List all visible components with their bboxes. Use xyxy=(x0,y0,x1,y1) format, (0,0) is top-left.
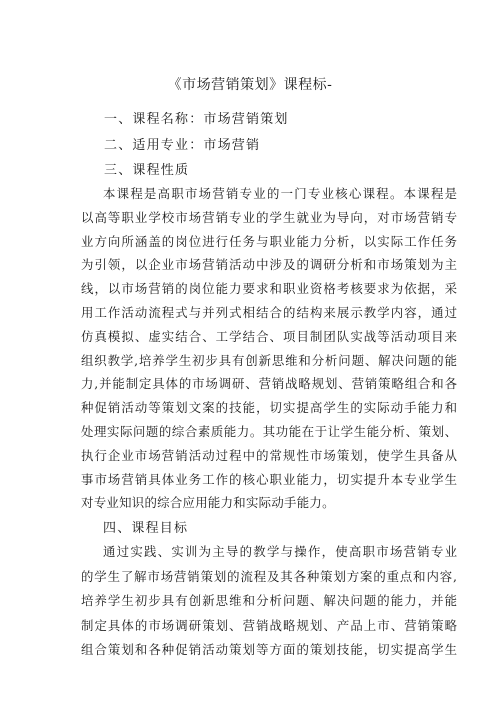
paragraph-line: 组合策划和各种促销活动策划等方面的策划技能，切实提高学生 xyxy=(81,642,457,658)
paragraph-line: 力,并能制定具体的市场调研、营销战略规划、营销策略组合和各 xyxy=(81,376,457,392)
paragraph-line: 业方向所涵盖的岗位进行任务与职业能力分析，以实际工作任务 xyxy=(81,233,457,249)
paragraph-line: 本课程是高职市场营销专业的一门专业核心课程。本课程是 xyxy=(103,186,457,201)
heading-course-name: 一、课程名称：市场营销策划 xyxy=(104,112,289,127)
paragraph-line: 为引领，以企业市场营销活动中涉及的调研分析和市场策划为主 xyxy=(81,257,457,273)
paragraph-line: 对专业知识的综合应用能力和实际动手能力。 xyxy=(81,495,335,511)
paragraph-line: 培养学生初步具有创新思维和分析问题、解决问题的能力，并能 xyxy=(81,593,457,609)
paragraph-line: 仿真模拟、虚实结合、工学结合、项目制团队实战等活动项目来 xyxy=(81,328,457,344)
paragraph-line: 通过实践、实训为主导的教学与操作，使高职市场营销专业 xyxy=(103,544,457,559)
paragraph-line: 种促销活动等策划文案的技能，切实提高学生的实际动手能力和 xyxy=(81,400,457,416)
paragraph-line: 处理实际问题的综合素质能力。其功能在于让学生能分析、策划、 xyxy=(81,424,457,439)
paragraph-line: 的学生了解市场营销策划的流程及其各种策划方案的重点和内容, xyxy=(81,568,457,584)
paragraph-line: 执行企业市场营销活动过程中的常规性市场策划，使学生具备从 xyxy=(81,447,457,463)
heading-applicable-major: 二、适用专业：市场营销 xyxy=(104,138,261,153)
paragraph-line: 线，以市场营销的岗位能力要求和职业资格考核要求为依据，采 xyxy=(81,281,457,297)
paragraph-line: 事市场营销具体业务工作的核心职业能力，切实提升本专业学生 xyxy=(81,471,457,487)
paragraph-line: 用工作活动流程式与并列式相结合的结构来展示教学内容，通过 xyxy=(81,305,457,320)
heading-course-goal: 四、课程目标 xyxy=(103,521,189,536)
heading-course-nature: 三、课程性质 xyxy=(104,163,190,178)
document-title: 《市场营销策划》课程标- xyxy=(167,77,333,93)
paragraph-line: 以高等职业学校市场营销专业的学生就业为导向，对市场营销专 xyxy=(81,209,457,225)
paragraph-line: 组织教学,培养学生初步具有创新思维和分析问题、解决问题的能 xyxy=(81,352,457,368)
paragraph-line: 制定具体的市场调研策划、营销战略规划、产品上市、营销策略 xyxy=(81,617,457,633)
